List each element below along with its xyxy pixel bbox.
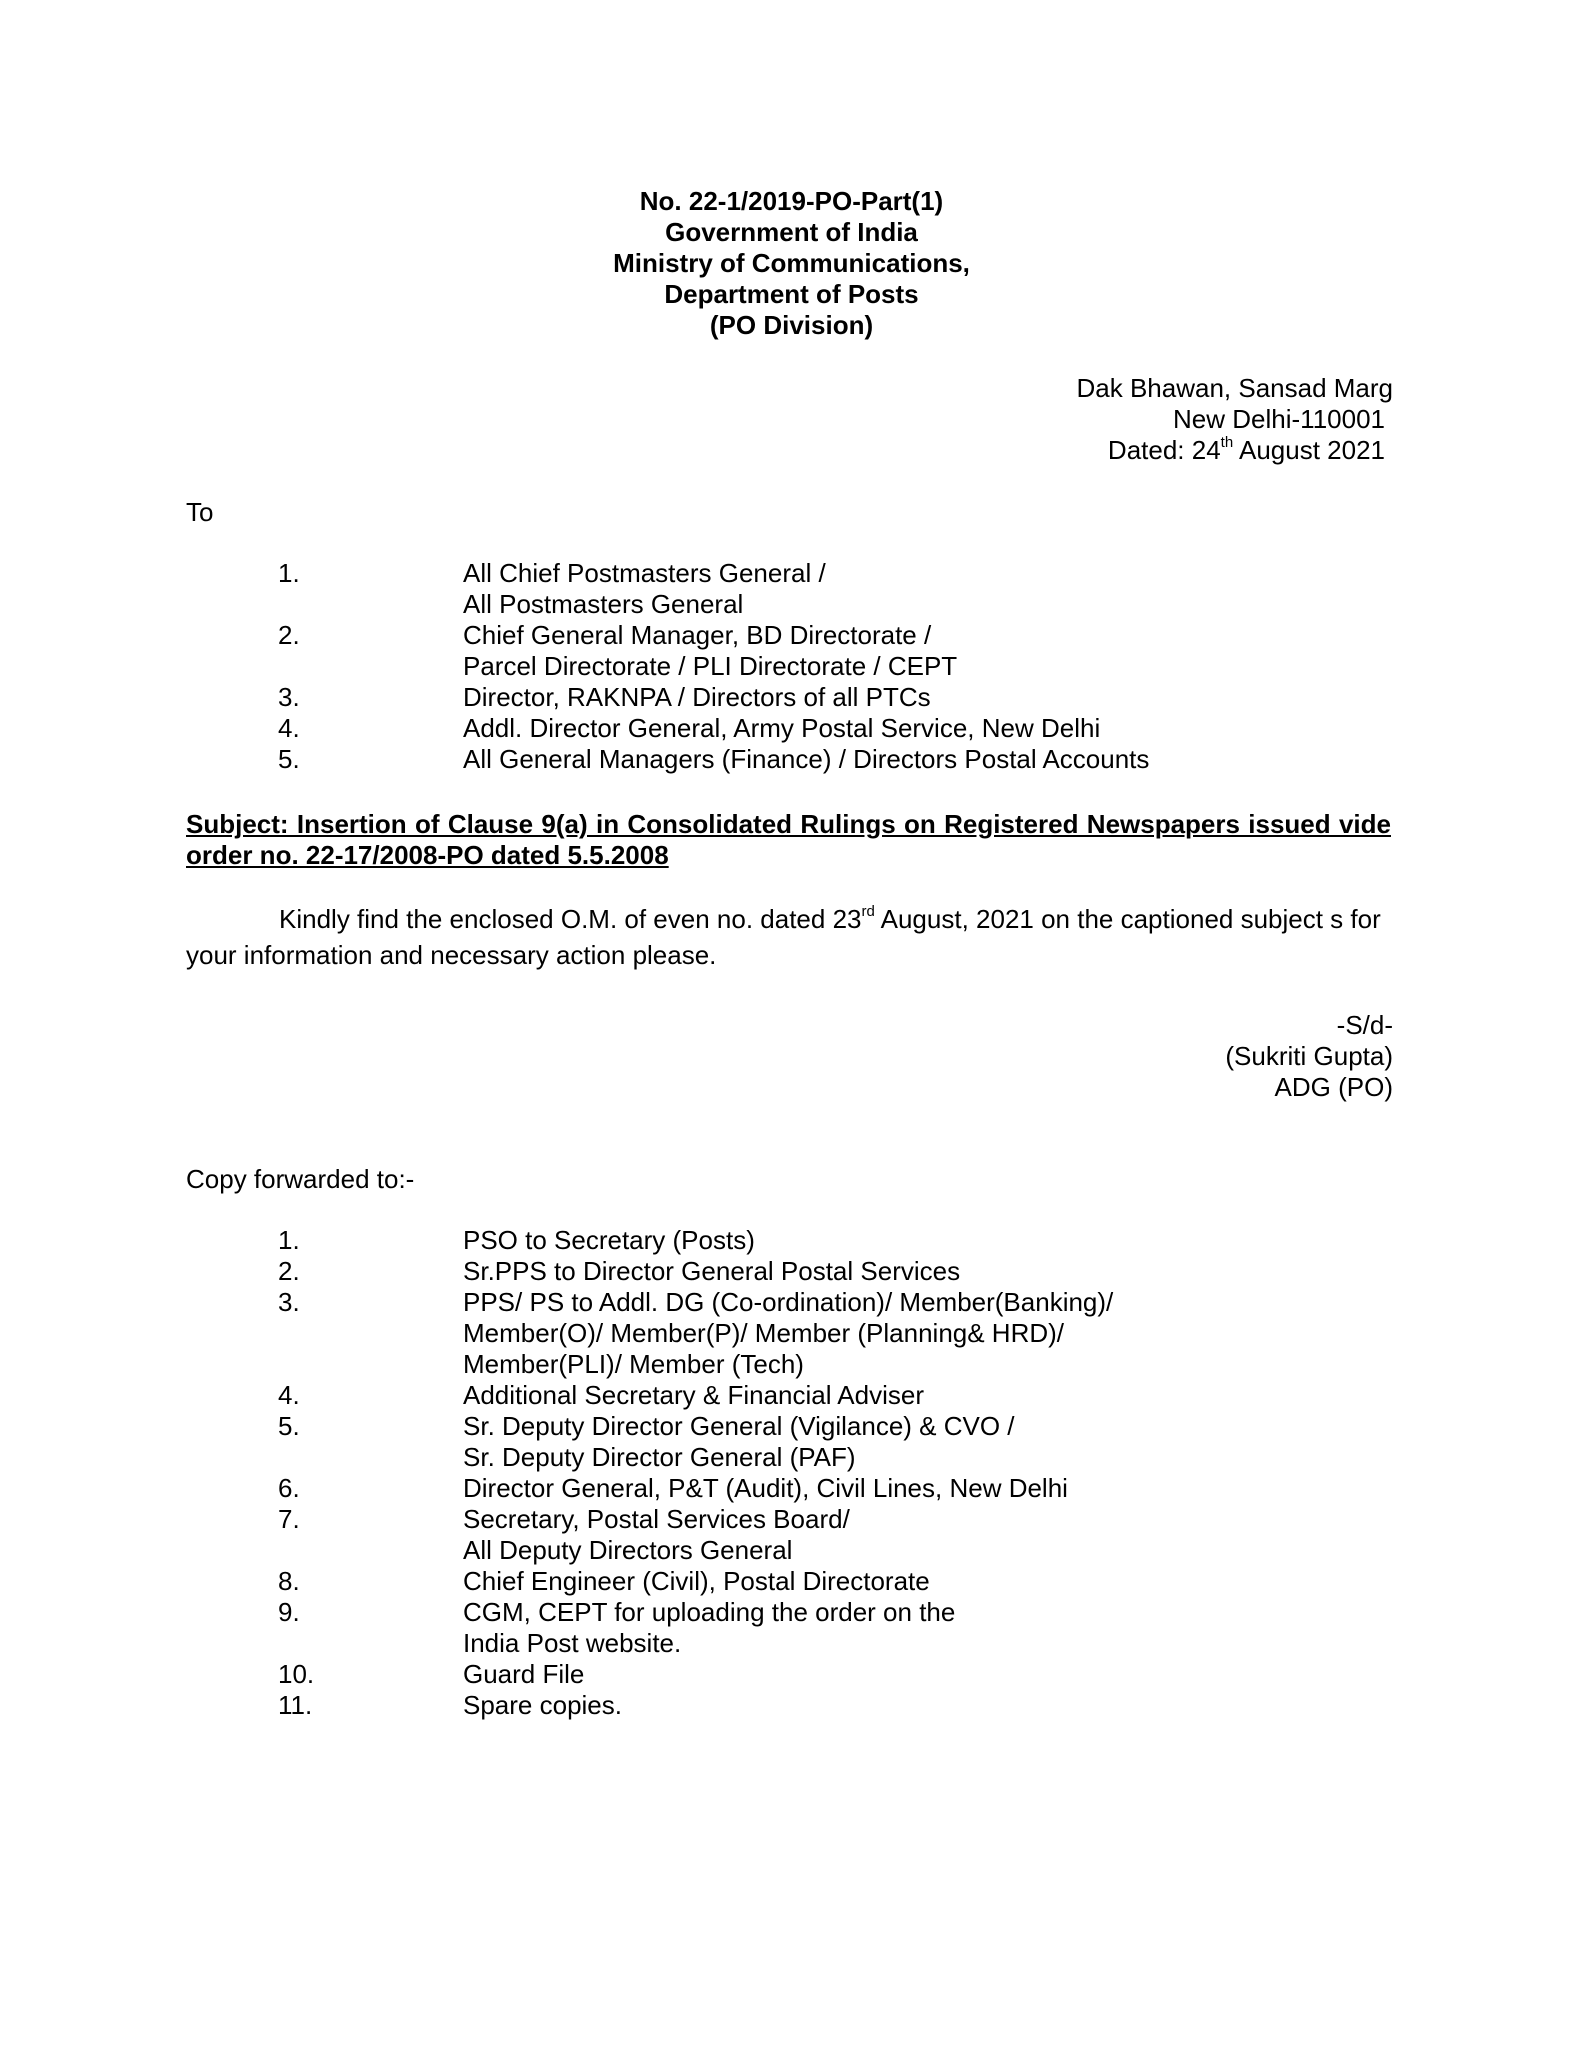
date-line <box>1000 435 1393 466</box>
list-item-number: 2. <box>278 1256 300 1286</box>
subject-line: Subject: Insertion of Clause 9(a) in Consolidated Rulings on Registered Newspapers issued vide order no. 22-17/2008-PO dated 5.5.2008 <box>186 809 1391 870</box>
list-item-text <box>463 1659 1113 1690</box>
recipient-item <box>278 682 1149 713</box>
copy-item <box>278 1690 1113 1721</box>
copy-item <box>278 1411 1113 1473</box>
list-item-line: Guard File <box>463 1659 585 1689</box>
list-item-line: PSO to Secretary (Posts) <box>463 1225 755 1255</box>
ministry-name: Ministry of Communications, <box>613 248 970 278</box>
list-item-number: 3. <box>278 1287 300 1317</box>
list-item-number: 4. <box>278 1380 300 1410</box>
list-item-line: All Chief Postmasters General / <box>463 558 826 588</box>
copy-item <box>278 1659 1113 1690</box>
list-item-line: Sr.PPS to Director General Postal Services <box>463 1256 961 1286</box>
list-item-number: 11. <box>278 1690 313 1720</box>
list-item-text <box>463 620 1149 682</box>
list-item-line: Member(O)/ Member(P)/ Member (Planning& HRD)/ <box>463 1318 1065 1348</box>
list-item-number: 1. <box>278 1225 300 1255</box>
list-item-text <box>463 1225 1113 1256</box>
list-item-text <box>463 1504 1113 1566</box>
list-item-line: All Deputy Directors General <box>463 1535 793 1565</box>
copy-item <box>278 1473 1113 1504</box>
body-text-part-2: August, 2021 on the captioned subject s for your information and necessary action please. <box>186 904 1381 970</box>
letter-header <box>0 186 1583 341</box>
list-item-number: 4. <box>278 713 300 743</box>
list-item-line: Member(PLI)/ Member (Tech) <box>463 1349 804 1379</box>
list-item-number: 6. <box>278 1473 300 1503</box>
list-item-number: 10. <box>278 1659 315 1689</box>
recipient-item <box>278 744 1149 775</box>
list-item-line: Sr. Deputy Director General (Vigilance) & CVO / <box>463 1411 1015 1441</box>
copy-item <box>278 1225 1113 1256</box>
recipient-item <box>278 713 1149 744</box>
list-item-text <box>463 682 1149 713</box>
date-prefix: Dated: 24 <box>1107 435 1221 465</box>
address-line-2: New Delhi-110001 <box>1173 404 1385 434</box>
list-item-line: Secretary, Postal Services Board/ <box>463 1504 850 1534</box>
address-line-1: Dak Bhawan, Sansad Marg <box>1076 373 1393 403</box>
copy-item <box>278 1504 1113 1566</box>
department-name: Department of Posts <box>664 279 919 309</box>
list-item-number: 2. <box>278 620 300 650</box>
list-item-number: 5. <box>278 744 300 774</box>
list-item-line: All General Managers (Finance) / Directors Postal Accounts <box>463 744 1150 774</box>
list-item-number: 1. <box>278 558 300 588</box>
list-item-line: CGM, CEPT for uploading the order on the <box>463 1597 956 1627</box>
list-item-text <box>463 1411 1113 1473</box>
body-text-part-1: Kindly find the enclosed O.M. of even no. dated 23 <box>279 904 862 934</box>
list-item-line: Additional Secretary & Financial Adviser <box>463 1380 925 1410</box>
list-item-text <box>463 744 1149 775</box>
copy-item <box>278 1597 1113 1659</box>
list-item-text <box>463 1473 1113 1504</box>
signatory-name: (Sukriti Gupta) <box>1225 1041 1393 1071</box>
body-paragraph <box>186 901 1391 973</box>
signatory-designation: ADG (PO) <box>1274 1072 1393 1102</box>
sender-address <box>1000 373 1393 466</box>
division-name: (PO Division) <box>709 310 874 340</box>
list-item-line: Parcel Directorate / PLI Directorate / CEPT <box>463 651 958 681</box>
list-item-text <box>463 1256 1113 1287</box>
list-item-number: 3. <box>278 682 300 712</box>
list-item-line: Chief General Manager, BD Directorate / <box>463 620 932 650</box>
list-item-text <box>463 1597 1113 1659</box>
copy-item <box>278 1566 1113 1597</box>
date-suffix: August 2021 <box>1233 435 1385 465</box>
list-item-text <box>463 1380 1113 1411</box>
list-item-line: India Post website. <box>463 1628 682 1658</box>
list-item-line: All Postmasters General <box>463 589 744 619</box>
signed-mark: -S/d- <box>1336 1010 1393 1040</box>
to-label: To <box>186 497 214 527</box>
file-number: No. 22-1/2019-PO-Part(1) <box>639 186 944 216</box>
list-item-number: 8. <box>278 1566 300 1596</box>
copy-item <box>278 1256 1113 1287</box>
list-item-text <box>463 713 1149 744</box>
copy-item <box>278 1287 1113 1380</box>
list-item-line: Addl. Director General, Army Postal Service, New Delhi <box>463 713 1101 743</box>
government-name: Government of India <box>665 217 918 247</box>
list-item-text <box>463 1566 1113 1597</box>
list-item-line: PPS/ PS to Addl. DG (Co-ordination)/ Member(Banking)/ <box>463 1287 1114 1317</box>
list-item-text <box>463 1287 1113 1380</box>
list-item-line: Spare copies. <box>463 1690 622 1720</box>
list-item-line: Chief Engineer (Civil), Postal Directorate <box>463 1566 930 1596</box>
recipient-list <box>278 558 1149 775</box>
list-item-text <box>463 558 1149 620</box>
recipient-item <box>278 558 1149 620</box>
copy-item <box>278 1380 1113 1411</box>
list-item-line: Director, RAKNPA / Directors of all PTCs <box>463 682 931 712</box>
copy-forwarded-list <box>278 1225 1113 1721</box>
list-item-line: Sr. Deputy Director General (PAF) <box>463 1442 856 1472</box>
date-superscript: th <box>1220 434 1234 452</box>
body-superscript: rd <box>861 903 875 921</box>
recipient-item <box>278 620 1149 682</box>
list-item-number: 7. <box>278 1504 300 1534</box>
list-item-text <box>463 1690 1113 1721</box>
list-item-number: 9. <box>278 1597 300 1627</box>
list-item-number: 5. <box>278 1411 300 1441</box>
list-item-line: Director General, P&T (Audit), Civil Lines, New Delhi <box>463 1473 1068 1503</box>
copy-forwarded-label: Copy forwarded to:- <box>186 1164 415 1194</box>
signature-block <box>1000 1010 1393 1103</box>
